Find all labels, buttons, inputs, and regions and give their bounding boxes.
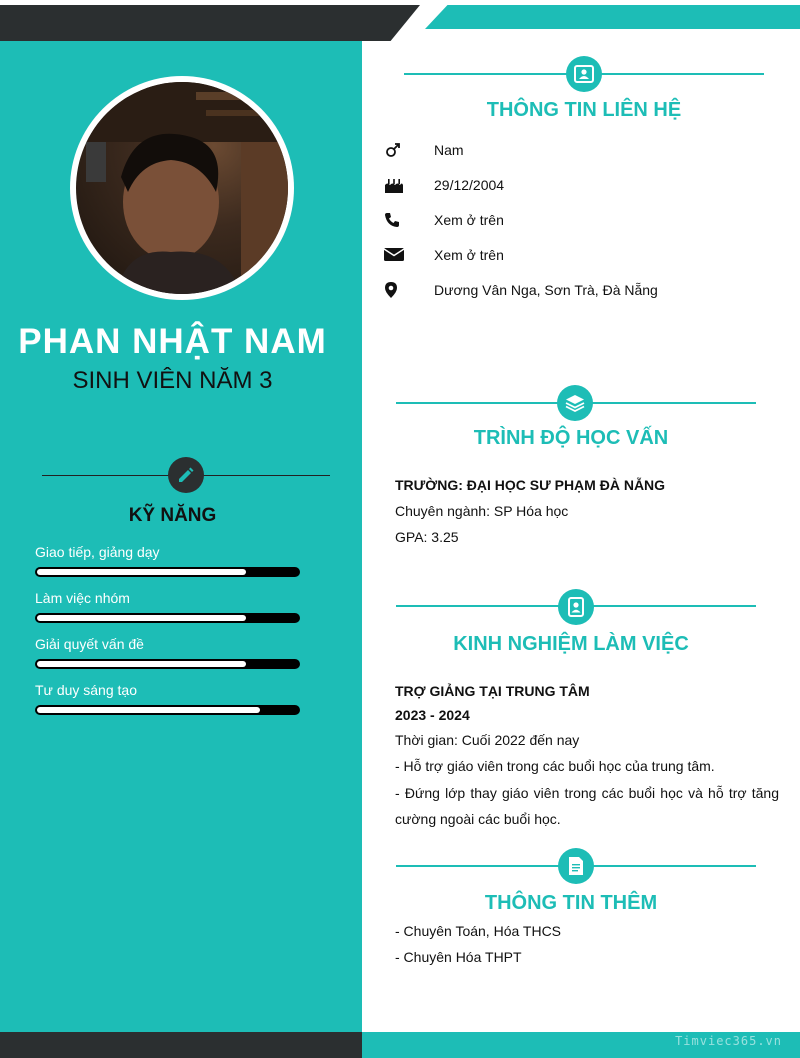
contact-birthday: 29/12/2004 [434,176,505,193]
skills-list [35,544,300,728]
skill-bar-fill [37,707,260,713]
envelope-icon [384,247,434,262]
education-block [395,472,779,550]
skill-item [35,544,300,590]
bottom-dark-band [0,1032,362,1058]
skill-item [35,636,300,682]
experience-duty: - Hỗ trợ giáo viên trong các buổi học của trung tâm. [395,758,715,774]
skill-bar [35,567,300,577]
gender-icon [384,141,434,159]
top-teal-band [425,5,800,29]
top-dark-band [0,5,420,41]
skill-label: Giải quyết vấn đề [35,636,144,652]
contact-row-birthday [384,167,784,202]
pencil-icon [168,457,204,493]
skill-bar [35,613,300,623]
phone-icon [384,212,434,228]
contact-row-gender [384,132,784,167]
candidate-name: PHAN NHẬT NAM [18,322,327,361]
experience-block [395,682,779,832]
skill-bar [35,659,300,669]
map-pin-icon [384,281,434,299]
skill-label: Giao tiếp, giảng dạy [35,544,160,560]
skills-title: KỸ NĂNG [128,505,217,526]
avatar [70,76,294,300]
additional-item: - Chuyên Hóa THPT [395,949,522,965]
skill-item [35,590,300,636]
contact-email: Xem ở trên [434,246,504,263]
experience-position: TRỢ GIẢNG TẠI TRUNG TÂM [395,683,590,699]
id-card-icon [566,56,602,92]
additional-title: THÔNG TIN THÊM [484,892,658,914]
contact-phone: Xem ở trên [434,211,504,228]
experience-title: KINH NGHIỆM LÀM VIỆC [453,633,689,655]
additional-item: - Chuyên Toán, Hóa THCS [395,923,562,939]
candidate-role: SINH VIÊN NĂM 3 [72,367,273,394]
contact-address: Dương Vân Nga, Sơn Trà, Đà Nẵng [434,281,658,298]
watermark: Timviec365.vn [675,1034,782,1048]
contact-row-address [384,272,784,307]
skill-bar-fill [37,661,246,667]
education-school: TRƯỜNG: ĐẠI HỌC SƯ PHẠM ĐÀ NẴNG [395,477,666,493]
skill-item [35,682,300,728]
skill-bar-fill [37,615,246,621]
skill-label: Làm việc nhóm [35,590,130,606]
education-major: Chuyên ngành: SP Hóa học [395,503,569,519]
skill-label: Tư duy sáng tạo [35,682,137,698]
experience-years: 2023 - 2024 [395,707,470,723]
portrait-illustration [76,82,288,294]
birthday-cake-icon [384,176,434,194]
contact-title: THÔNG TIN LIÊN HỆ [486,99,682,121]
skill-bar [35,705,300,715]
additional-block [395,918,779,970]
contact-list [384,132,784,307]
avatar-photo [76,82,288,294]
document-icon [558,848,594,884]
experience-duty: - Đứng lớp thay giáo viên trong các buổi học và hỗ trợ tăng cường ngoài các buổi học. [395,785,779,827]
contact-row-phone [384,202,784,237]
badge-icon [558,589,594,625]
contact-gender: Nam [434,141,464,158]
layers-icon [557,385,593,421]
contact-row-email [384,237,784,272]
education-gpa: GPA: 3.25 [395,529,459,545]
education-title: TRÌNH ĐỘ HỌC VẤN [473,427,669,449]
experience-time: Thời gian: Cuối 2022 đến nay [395,732,580,748]
skill-bar-fill [37,569,246,575]
